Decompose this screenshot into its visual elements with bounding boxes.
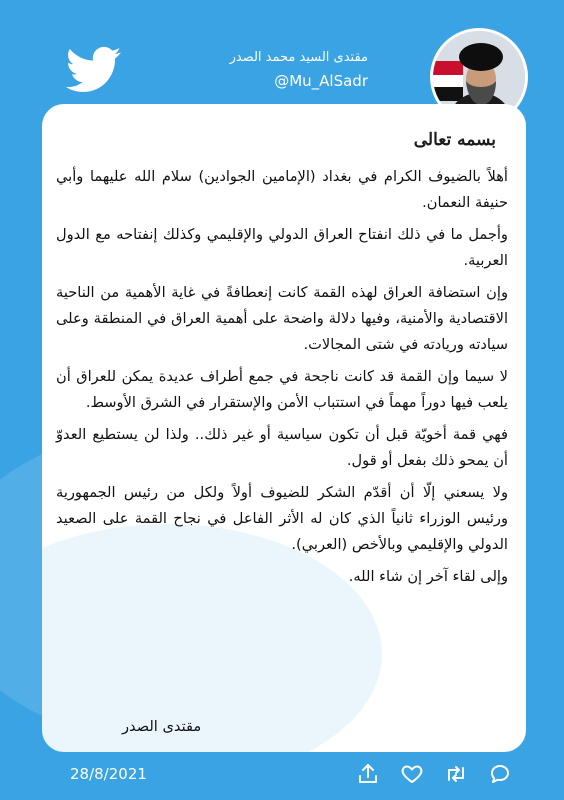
reply-bubble-icon[interactable] bbox=[488, 762, 512, 786]
basmala-heading: بسمه تعالى bbox=[413, 130, 496, 150]
tweet-paragraph: أهلاً بالضيوف الكرام في بغداد (الإمامين الجوادين) سلام الله عليهما وأبي حنيفة النعمان. bbox=[56, 168, 508, 211]
tweet-paragraph: وأجمل ما في ذلك انفتاح العراق الدولي والإقليمي وكذلك إنفتاحه مع الدول العربية. bbox=[56, 226, 508, 269]
tweet-paragraph: لا سيما وإن القمة قد كانت ناجحة في جمع أطراف عديدة يمكن للعراق أن يلعب فيها دوراً مهماً في استتباب الأمن والإستقرار في الشرق الأوسط. bbox=[56, 368, 508, 411]
author-name[interactable]: مقتدى السيد محمد الصدر bbox=[229, 50, 368, 65]
tweet-paragraph: ولا يسعني إلّا أن أقدّم الشكر للضيوف أولاً ولكل من رئيس الجمهورية ورئيس الوزراء ثانياً الذي كان له الأثر الفاعل في نجاح القمة على الصعيد الدولي والإقليمي وبالأخص (العربي). bbox=[56, 484, 508, 553]
tweet-paragraph: فهي قمة أخويّة قبل أن تكون سياسية أو غير ذلك.. ولذا لن يستطيع العدوّ أن يمحو ذلك بفعل أو قول. bbox=[56, 426, 508, 469]
twitter-bird-icon bbox=[66, 46, 122, 94]
heart-icon[interactable] bbox=[400, 762, 424, 786]
signature: مقتدى الصدر bbox=[122, 718, 202, 735]
retweet-icon[interactable] bbox=[444, 762, 468, 786]
tweet-card bbox=[42, 104, 526, 752]
tweet-paragraph: وإلى لقاء آخر إن شاء الله. bbox=[348, 568, 508, 585]
tweet-body bbox=[56, 164, 508, 590]
tweet-actions bbox=[356, 762, 512, 786]
author-handle[interactable]: @Mu_AlSadr bbox=[274, 72, 368, 90]
share-icon[interactable] bbox=[356, 762, 380, 786]
tweet-paragraph: وإن استضافة العراق لهذه القمة كانت إنعطافةً في غاية الأهمية من الناحية الاقتصادية والأمنية، وفيها دلالة واضحة على أهمية العراق في المنطقة وعلى سيادته وريادته في شتى المجالات. bbox=[56, 284, 508, 353]
tweet-date: 28/8/2021 bbox=[70, 765, 147, 783]
